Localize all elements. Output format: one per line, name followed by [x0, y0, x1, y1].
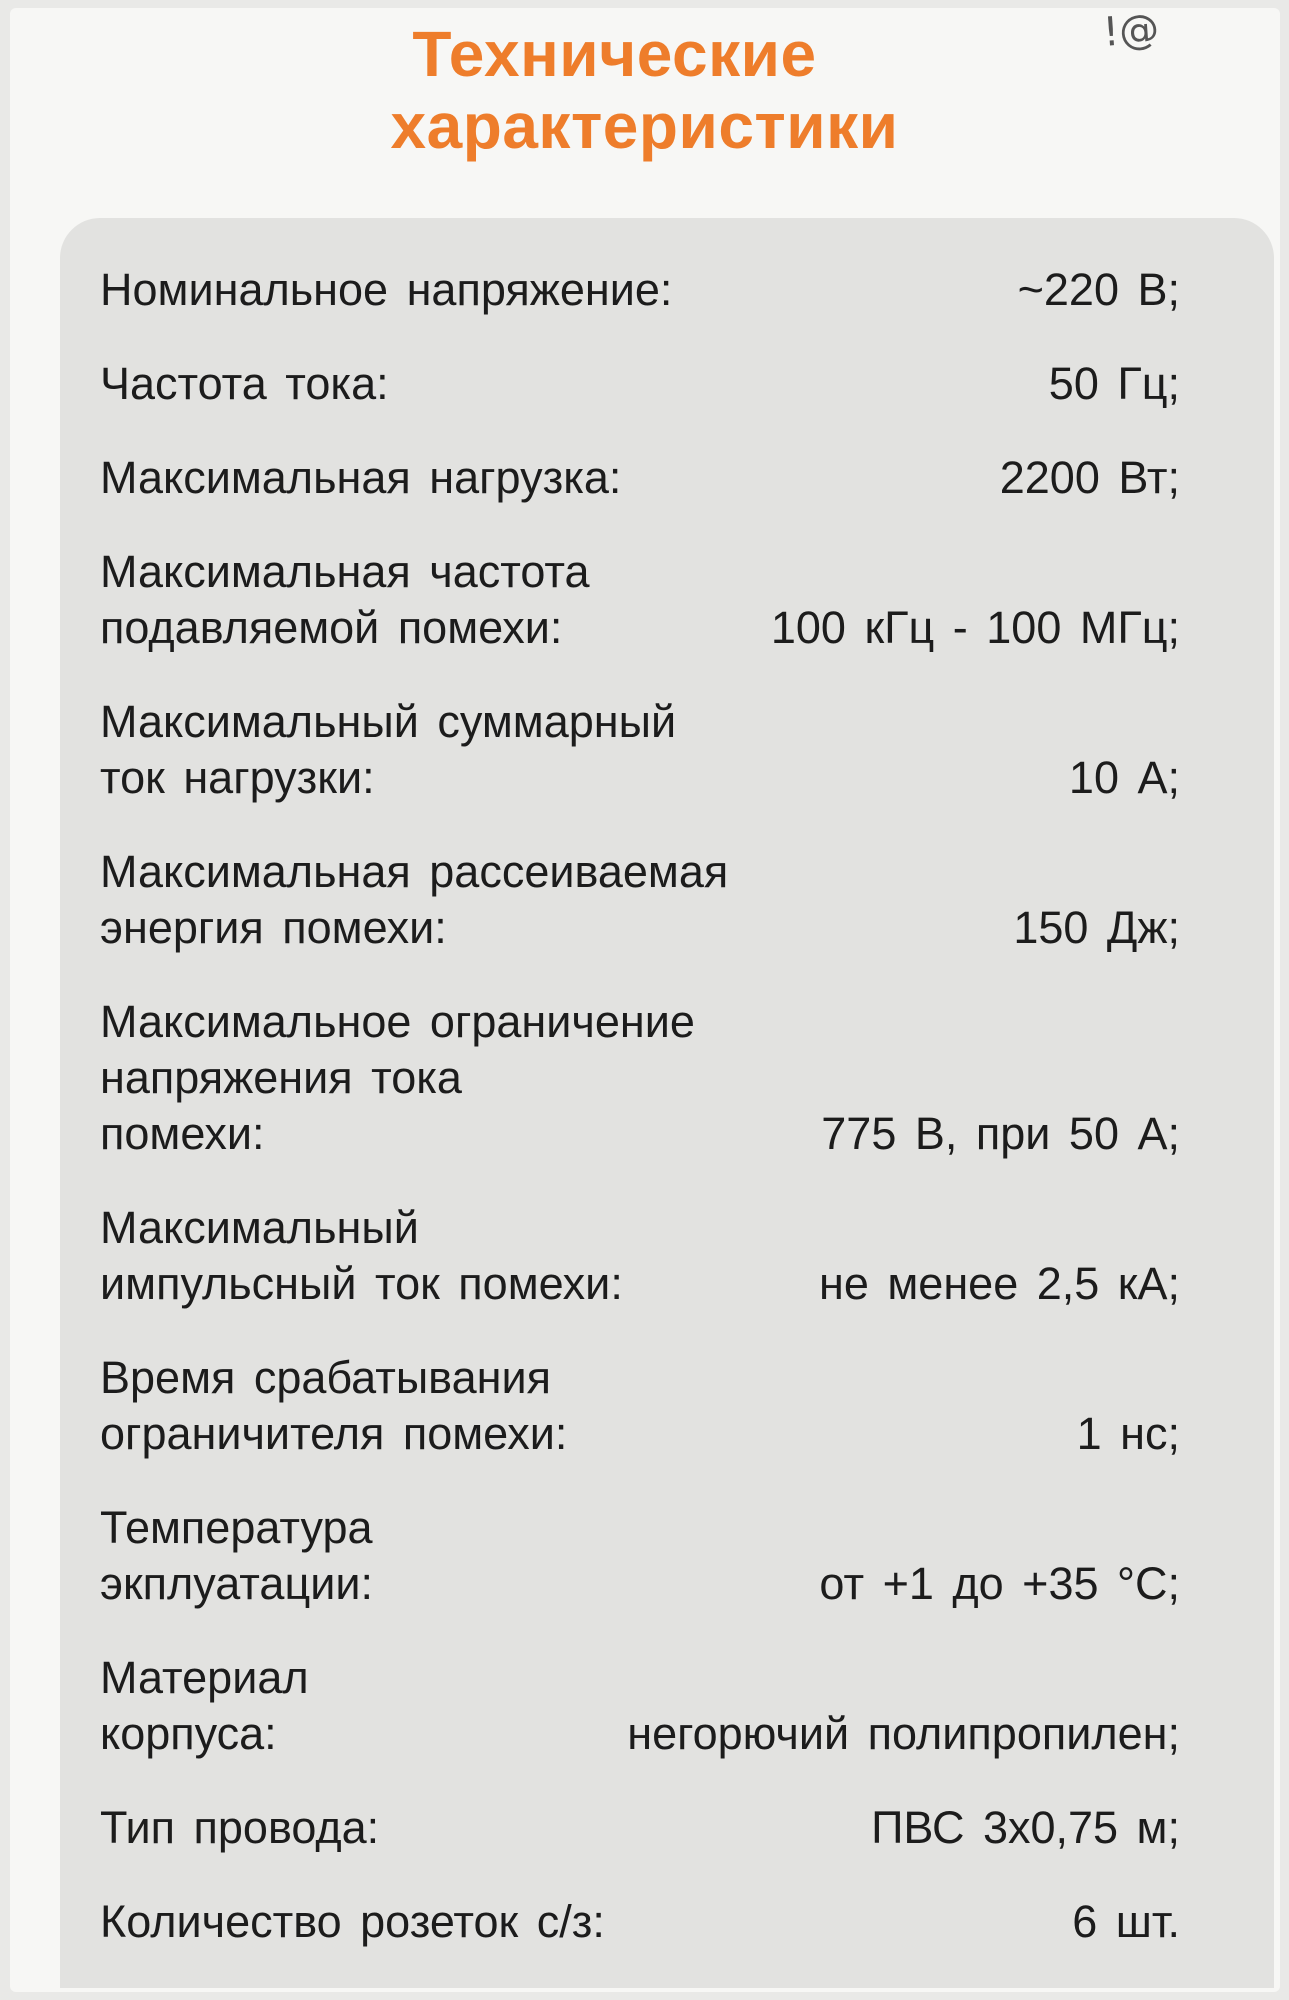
spec-label: Максимальное ограничение напряжения тока помехи: [100, 996, 695, 1159]
spec-row [100, 694, 1180, 806]
spec-row [100, 450, 1180, 506]
spec-row [100, 1200, 1180, 1312]
spec-row [100, 356, 1180, 412]
title-line-2: характеристики [390, 90, 899, 162]
spec-label: Материал корпуса: [100, 1652, 309, 1759]
spec-value: 1 нс; [1076, 1408, 1180, 1459]
spec-row [100, 1894, 1180, 1950]
spec-row [100, 544, 1180, 656]
spec-value: 100 кГц - 100 МГц; [770, 602, 1180, 653]
spec-value: ПВС 3х0,75 м; [871, 1802, 1180, 1853]
spec-row [100, 1650, 1180, 1762]
spec-label: Частота тока: [100, 358, 389, 409]
spec-label: Максимальная рассеиваемая энергия помехи: [100, 846, 729, 953]
spec-value: от +1 до +35 °С; [819, 1558, 1180, 1609]
spec-row [100, 994, 1180, 1162]
spec-label: Тип провода: [100, 1802, 380, 1853]
specs-list [100, 262, 1180, 1988]
spec-label: Количество розеток с/з: [100, 1896, 605, 1947]
spec-label: Максимальная частота подавляемой помехи: [100, 546, 590, 653]
spec-row [100, 1350, 1180, 1462]
spec-row [100, 262, 1180, 318]
spec-value: 10 А; [1068, 752, 1180, 803]
spec-value: 150 Дж; [1013, 902, 1180, 953]
spec-label: Максимальный импульсный ток помехи: [100, 1202, 623, 1309]
spec-row [100, 1500, 1180, 1612]
spec-label: Температура экплуатации: [100, 1502, 373, 1609]
spec-label: Максимальная нагрузка: [100, 452, 622, 503]
spec-value: 50 Гц; [1048, 358, 1180, 409]
spec-value: 6 шт. [1072, 1896, 1180, 1947]
spec-value: 2200 Вт; [999, 452, 1180, 503]
spec-label: Время срабатывания ограничителя помехи: [100, 1352, 568, 1459]
spec-value: негорючий полипропилен; [627, 1708, 1180, 1759]
spec-value: не менее 2,5 кА; [818, 1258, 1180, 1309]
spec-value: ~220 В; [1017, 264, 1180, 315]
spec-label: Максимальный суммарный ток нагрузки: [100, 696, 677, 803]
page-title [0, 18, 1289, 162]
handwritten-mark: !@ [1101, 6, 1161, 56]
spec-row [100, 844, 1180, 956]
title-line-1: Технические [412, 18, 817, 90]
spec-value: 775 В, при 50 А; [821, 1108, 1180, 1159]
spec-label: Номинальное напряжение: [100, 264, 673, 315]
spec-row [100, 1800, 1180, 1856]
